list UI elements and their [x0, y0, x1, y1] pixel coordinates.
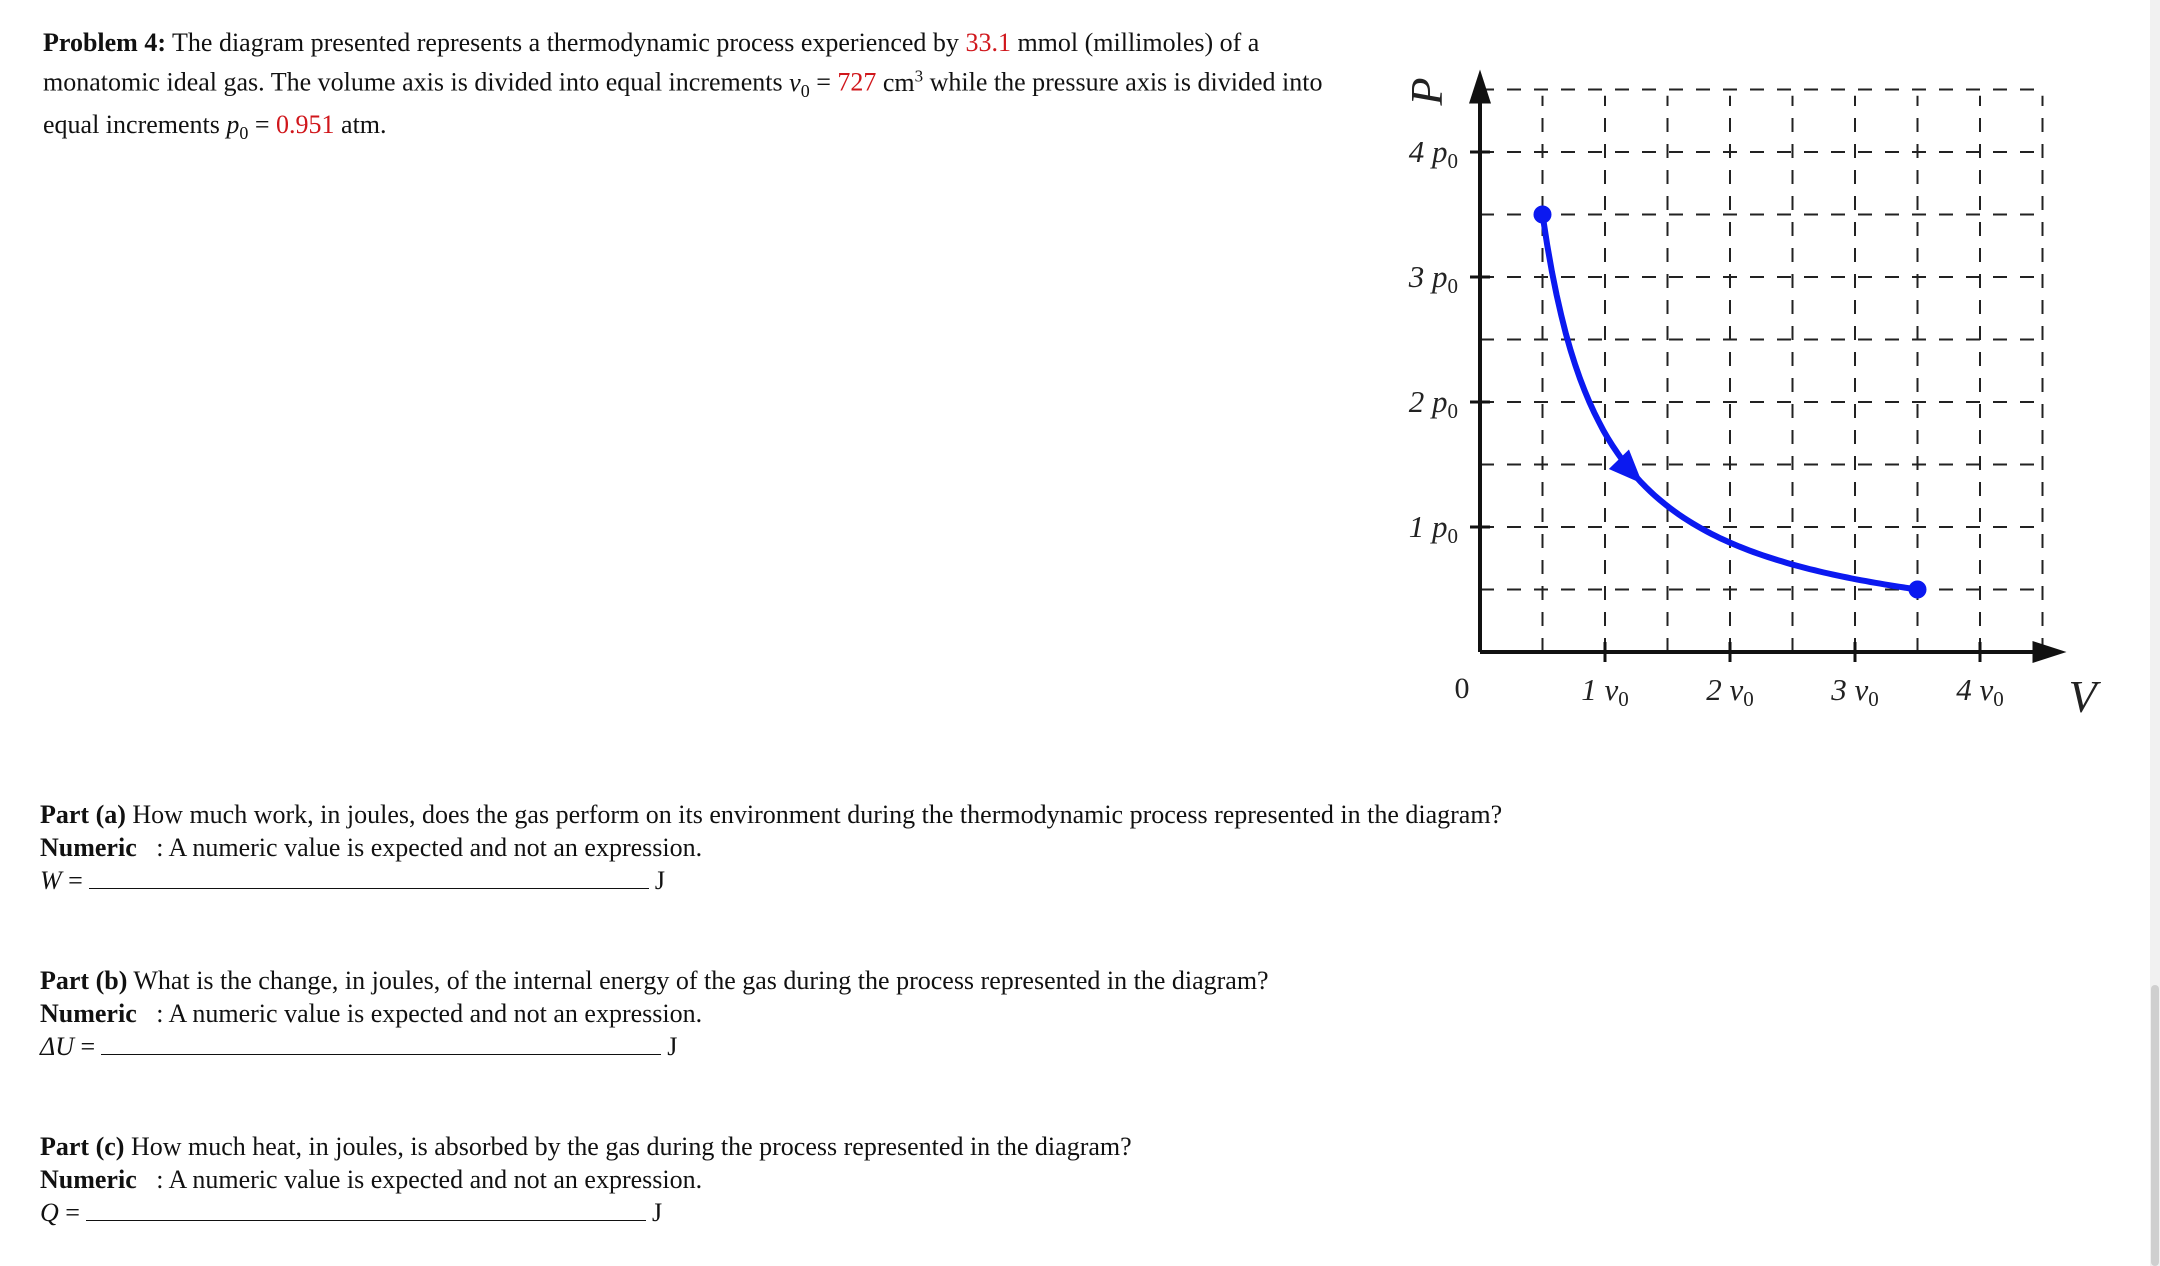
- v0-unit: $cm^3$: [882, 66, 924, 97]
- end-point: [1909, 581, 1927, 599]
- part-b-label: Part (b): [40, 966, 128, 995]
- y-axis-label: P: [1401, 77, 1452, 106]
- part-c-unit: J: [651, 1198, 663, 1227]
- part-b-answer-field[interactable]: [101, 1030, 661, 1055]
- scrollbar-track[interactable]: [2150, 0, 2160, 1266]
- part-a-unit: J: [654, 866, 665, 895]
- part-b-unit: J: [667, 1032, 678, 1061]
- part-c-question: How much heat, in joules, is absorbed by the gas during the process represented in the diagram?: [130, 1132, 1132, 1161]
- y-tick-label: 4 p0: [1408, 134, 1458, 173]
- v0-equals: =: [816, 67, 831, 97]
- part-a: [40, 798, 1640, 897]
- p0-value: 0.951: [276, 109, 335, 139]
- y-tick-label: 1 p0: [1408, 509, 1458, 548]
- scrollbar-thumb[interactable]: [2151, 985, 2159, 1266]
- y-tick-label: 3 p0: [1408, 259, 1458, 298]
- part-a-question: How much work, in joules, does the gas perform on its environment during the thermodynamic process represented in the diagram?: [132, 800, 1503, 829]
- part-b-var: ΔU: [40, 1032, 75, 1061]
- p0-equals: =: [254, 109, 270, 139]
- part-b-type-label: Numeric: [40, 999, 137, 1028]
- part-c: [40, 1130, 1640, 1229]
- part-c-type-label: Numeric: [40, 1165, 137, 1194]
- p0-unit: atm.: [341, 109, 387, 139]
- x-tick-label: 2 v0: [1706, 672, 1754, 711]
- x-axis-label: V: [2068, 671, 2097, 722]
- x-tick-label: 3 v0: [1831, 672, 1879, 711]
- problem-label: Problem 4:: [43, 28, 166, 57]
- problem-text-2: mmol (millimoles) of a monatomic ideal gas. The volume axis is divided into equal increments: [43, 28, 1260, 97]
- y-axis-arrowhead: [1469, 70, 1491, 104]
- process-direction-arrow: [1609, 450, 1643, 484]
- part-c-var: Q: [40, 1198, 59, 1227]
- start-point: [1534, 206, 1552, 224]
- part-a-eq: =: [68, 866, 83, 895]
- part-c-eq: =: [65, 1198, 80, 1227]
- part-a-type-text: : A numeric value is expected and not an expression.: [156, 833, 703, 862]
- part-c-answer-field[interactable]: [86, 1196, 646, 1221]
- v0-value: 727: [837, 67, 877, 97]
- part-b-type-text: : A numeric value is expected and not an expression.: [156, 999, 703, 1028]
- part-a-type-label: Numeric: [40, 833, 137, 862]
- problem-text-3: while the pressure axis is divided into equal increments: [43, 67, 1323, 139]
- v0-symbol: $v_0$: [789, 67, 810, 101]
- origin-label: 0: [1454, 672, 1470, 705]
- part-c-label: Part (c): [40, 1132, 125, 1161]
- part-b-eq: =: [80, 1032, 96, 1061]
- p0-symbol: $p_0$: [226, 109, 249, 144]
- x-axis-arrowhead: [2033, 641, 2067, 663]
- x-tick-label: 1 v0: [1581, 672, 1629, 711]
- part-a-var: W: [40, 866, 62, 895]
- part-a-answer-field[interactable]: [89, 864, 649, 889]
- x-tick-label: 4 v0: [1956, 672, 2004, 711]
- y-tick-label: 2 p0: [1408, 384, 1458, 423]
- part-a-label: Part (a): [40, 800, 126, 829]
- part-c-type-text: : A numeric value is expected and not an expression.: [156, 1165, 703, 1194]
- part-b: [40, 964, 1640, 1063]
- moles-value: 33.1: [965, 28, 1011, 57]
- problem-text-1: The diagram presented represents a thermodynamic process experienced by: [172, 28, 959, 57]
- part-b-question: What is the change, in joules, of the internal energy of the gas during the process represented in the diagram?: [133, 966, 1269, 995]
